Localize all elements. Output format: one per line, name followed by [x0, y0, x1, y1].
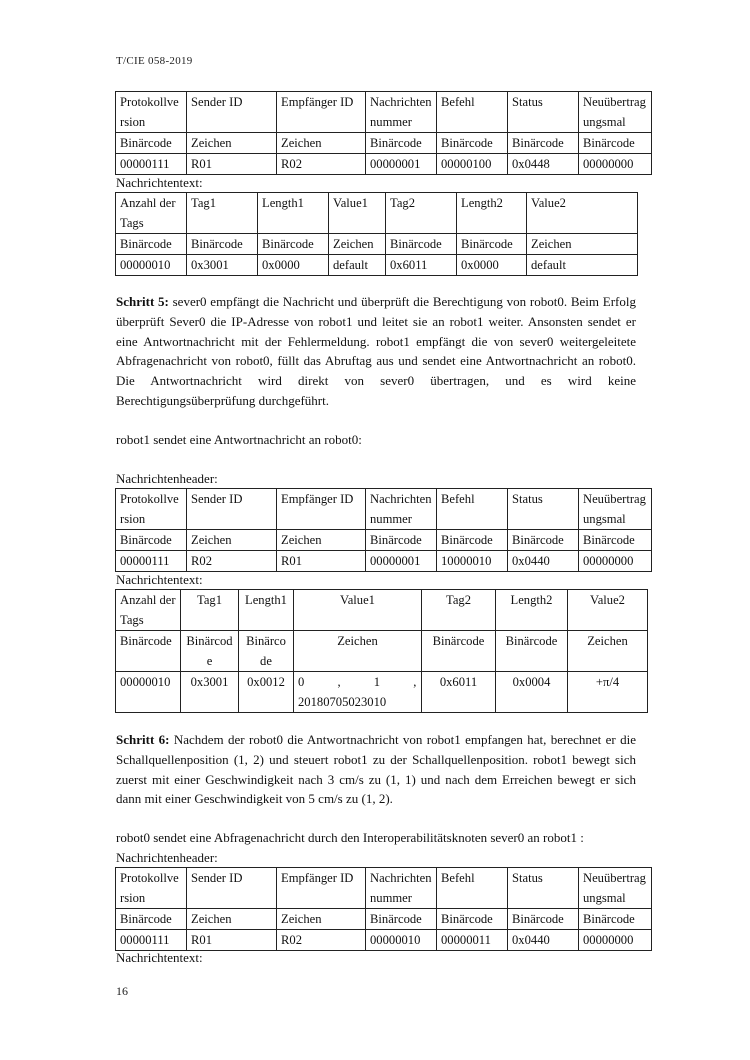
table-cell: Neuübertragungsmal [579, 489, 652, 530]
table-cell: Zeichen [294, 631, 422, 672]
table-row [116, 133, 652, 154]
body-label-2: Nachrichtentext: [116, 572, 203, 587]
table-cell: 0x0448 [508, 154, 579, 175]
table-cell: Binärcode [437, 909, 508, 930]
table-cell: Status [508, 92, 579, 133]
body-label-1: Nachrichtentext: [116, 175, 203, 190]
table-row [116, 92, 652, 133]
table-cell: +π/4 [568, 672, 648, 713]
page-number: 16 [116, 984, 128, 998]
table-cell: Neuübertragungsmal [579, 868, 652, 909]
table-cell: 00000111 [116, 154, 187, 175]
table-cell: Binärcode [366, 133, 437, 154]
table-cell: Nachrichtennummer [366, 92, 437, 133]
table-cell: Binärcode [579, 909, 652, 930]
header-label-2: Nachrichtenheader: [116, 471, 218, 486]
table-cell: Binärcode [258, 234, 329, 255]
table-cell: Binärcode [116, 530, 187, 551]
table-cell: Binärcode [116, 234, 187, 255]
table-cell: Nachrichtennummer [366, 868, 437, 909]
table-cell: Binärcode [496, 631, 568, 672]
message-header-table-3 [115, 867, 652, 951]
table-cell: Anzahl der Tags [116, 590, 181, 631]
table-cell: Binärcode [437, 530, 508, 551]
table-cell: R02 [277, 154, 366, 175]
table-cell: 00000100 [437, 154, 508, 175]
table-cell: 00000111 [116, 551, 187, 572]
table-cell: Tag1 [187, 193, 258, 234]
table-cell: Befehl [437, 868, 508, 909]
table-cell: Zeichen [187, 530, 277, 551]
table-cell: Length1 [239, 590, 294, 631]
table-cell: 00000001 [366, 154, 437, 175]
table-cell: Value2 [527, 193, 638, 234]
step-5-text: sever0 empfängt die Nachricht und überprüft die Berechtigung von robot0. Beim Erfolg überprüft Sever0 die IP-Adresse von robot1 und leitet sie an robot1 weiter. Ansonsten sendet er eine Antwortnachricht mit der Fehlermeldung. robot1 empfängt die von sever0 weitergeleitete Abfragenachricht von robot0, füllt das Abruftag aus und sendet eine Antwortnachricht an robot0. Die Antwortnachricht wird direkt von sever0 übertragen, und es wird keine Berechtigungsüberprüfung durchgeführt. [116, 294, 636, 408]
table-cell: Value1 [294, 590, 422, 631]
table-cell: 10000010 [437, 551, 508, 572]
table-cell: Binärcode [422, 631, 496, 672]
table-cell: Status [508, 868, 579, 909]
table-cell: Binärcode [437, 133, 508, 154]
table-row [116, 489, 652, 530]
table-cell: R02 [187, 551, 277, 572]
table-cell: Status [508, 489, 579, 530]
step-5-heading: Schritt 5: [116, 294, 169, 309]
table-cell: Neuübertragungsmal [579, 92, 652, 133]
table-cell: Empfänger ID [277, 489, 366, 530]
table-cell: Zeichen [277, 133, 366, 154]
table-cell: Binärcode [116, 909, 187, 930]
table-cell: Value1 [329, 193, 386, 234]
table-cell: 00000010 [116, 672, 181, 713]
table-cell: Binärcode [181, 631, 239, 672]
robot1-sends-line: robot1 sendet eine Antwortnachricht an robot0: [116, 432, 362, 447]
table-cell: 0x0440 [508, 551, 579, 572]
table-cell: Zeichen [187, 909, 277, 930]
table-cell: Zeichen [329, 234, 386, 255]
table-cell: Tag2 [386, 193, 457, 234]
table-row [116, 234, 638, 255]
table-cell: 00000000 [579, 551, 652, 572]
table-cell: Tag2 [422, 590, 496, 631]
table-cell: Binärcode [508, 909, 579, 930]
table-cell: Binärcode [579, 530, 652, 551]
table-cell: Binärcode [116, 631, 181, 672]
table-cell: Anzahl der Tags [116, 193, 187, 234]
table-cell: Binärcode [187, 234, 258, 255]
message-body-table-2 [115, 589, 648, 713]
table-cell: R01 [277, 551, 366, 572]
document-header: T/CIE 058-2019 [116, 55, 193, 67]
table-cell: Length2 [496, 590, 568, 631]
table-cell: Binärcode [366, 530, 437, 551]
step-6-text: Nachdem der robot0 die Antwortnachricht von robot1 empfangen hat, berechnet er die Schallquellenposition (1, 2) und steuert robot1 zu der Schallquellenposition. robot1 bewegt sich zuerst mit einer Geschwindigkeit nach 3 cm/s zu (1, 1) und nach dem Erreichen bewegt er sich dann mit einer Geschwindigkeit von 5 cm/s zu (1, 2). [116, 732, 636, 807]
table-cell: Befehl [437, 92, 508, 133]
table-cell: 0x6011 [386, 255, 457, 276]
table-cell: R01 [187, 154, 277, 175]
table-cell: 0 , 1 , 20180705023010 [294, 672, 422, 713]
table-cell: Length1 [258, 193, 329, 234]
table-cell: Befehl [437, 489, 508, 530]
table-cell: 0x0004 [496, 672, 568, 713]
table-cell: 0x3001 [181, 672, 239, 713]
message-body-table-1 [115, 192, 638, 276]
table-cell: 00000010 [116, 255, 187, 276]
table-row [116, 255, 638, 276]
table-cell: 0x0000 [258, 255, 329, 276]
table-cell: 0x0012 [239, 672, 294, 713]
step-6-paragraph [116, 730, 636, 809]
table-cell: Empfänger ID [277, 92, 366, 133]
table-cell: Binärcode [116, 133, 187, 154]
table-row [116, 530, 652, 551]
table-cell: 0x6011 [422, 672, 496, 713]
table-cell: Zeichen [527, 234, 638, 255]
table-cell: 00000010 [366, 930, 437, 951]
table-cell: Zeichen [277, 530, 366, 551]
table-cell: default [527, 255, 638, 276]
table-cell: Binärcode [239, 631, 294, 672]
table-cell: Protokollversion [116, 92, 187, 133]
table-cell: Binärcode [366, 909, 437, 930]
message-header-table-1 [115, 91, 652, 175]
table-cell: Nachrichtennummer [366, 489, 437, 530]
table-cell: 00000000 [579, 154, 652, 175]
table-cell: 00000000 [579, 930, 652, 951]
table-cell: Zeichen [277, 909, 366, 930]
table-cell: R02 [277, 930, 366, 951]
table-cell: Tag1 [181, 590, 239, 631]
table-row [116, 672, 648, 713]
table-row [116, 551, 652, 572]
table-cell: Protokollversion [116, 489, 187, 530]
table-cell: Length2 [457, 193, 527, 234]
table-cell: 00000111 [116, 930, 187, 951]
table-cell: default [329, 255, 386, 276]
table-cell: Zeichen [187, 133, 277, 154]
robot0-sends-line: robot0 sendet eine Abfragenachricht durch den Interoperabilitätsknoten sever0 an robot1 : [116, 830, 584, 845]
table-cell: Binärcode [508, 133, 579, 154]
table-cell: Zeichen [568, 631, 648, 672]
table-cell: 0x3001 [187, 255, 258, 276]
table-row [116, 909, 652, 930]
message-header-table-2 [115, 488, 652, 572]
table-cell: Binärcode [579, 133, 652, 154]
table-cell: Binärcode [457, 234, 527, 255]
table-cell: Sender ID [187, 489, 277, 530]
table-row [116, 868, 652, 909]
table-row [116, 154, 652, 175]
table-cell: Protokollversion [116, 868, 187, 909]
table-cell: 00000011 [437, 930, 508, 951]
table-row [116, 590, 648, 631]
table-cell: 0x0000 [457, 255, 527, 276]
table-cell: 0x0440 [508, 930, 579, 951]
step-6-heading: Schritt 6: [116, 732, 170, 747]
table-cell: 00000001 [366, 551, 437, 572]
table-cell: Empfänger ID [277, 868, 366, 909]
table-cell: Value2 [568, 590, 648, 631]
table-cell: R01 [187, 930, 277, 951]
table-cell: Binärcode [508, 530, 579, 551]
table-cell: Sender ID [187, 92, 277, 133]
table-row [116, 193, 638, 234]
body-label-3: Nachrichtentext: [116, 950, 203, 965]
table-cell: Sender ID [187, 868, 277, 909]
step-5-paragraph [116, 292, 636, 411]
table-row [116, 631, 648, 672]
header-label-3: Nachrichtenheader: [116, 850, 218, 865]
table-cell: Binärcode [386, 234, 457, 255]
